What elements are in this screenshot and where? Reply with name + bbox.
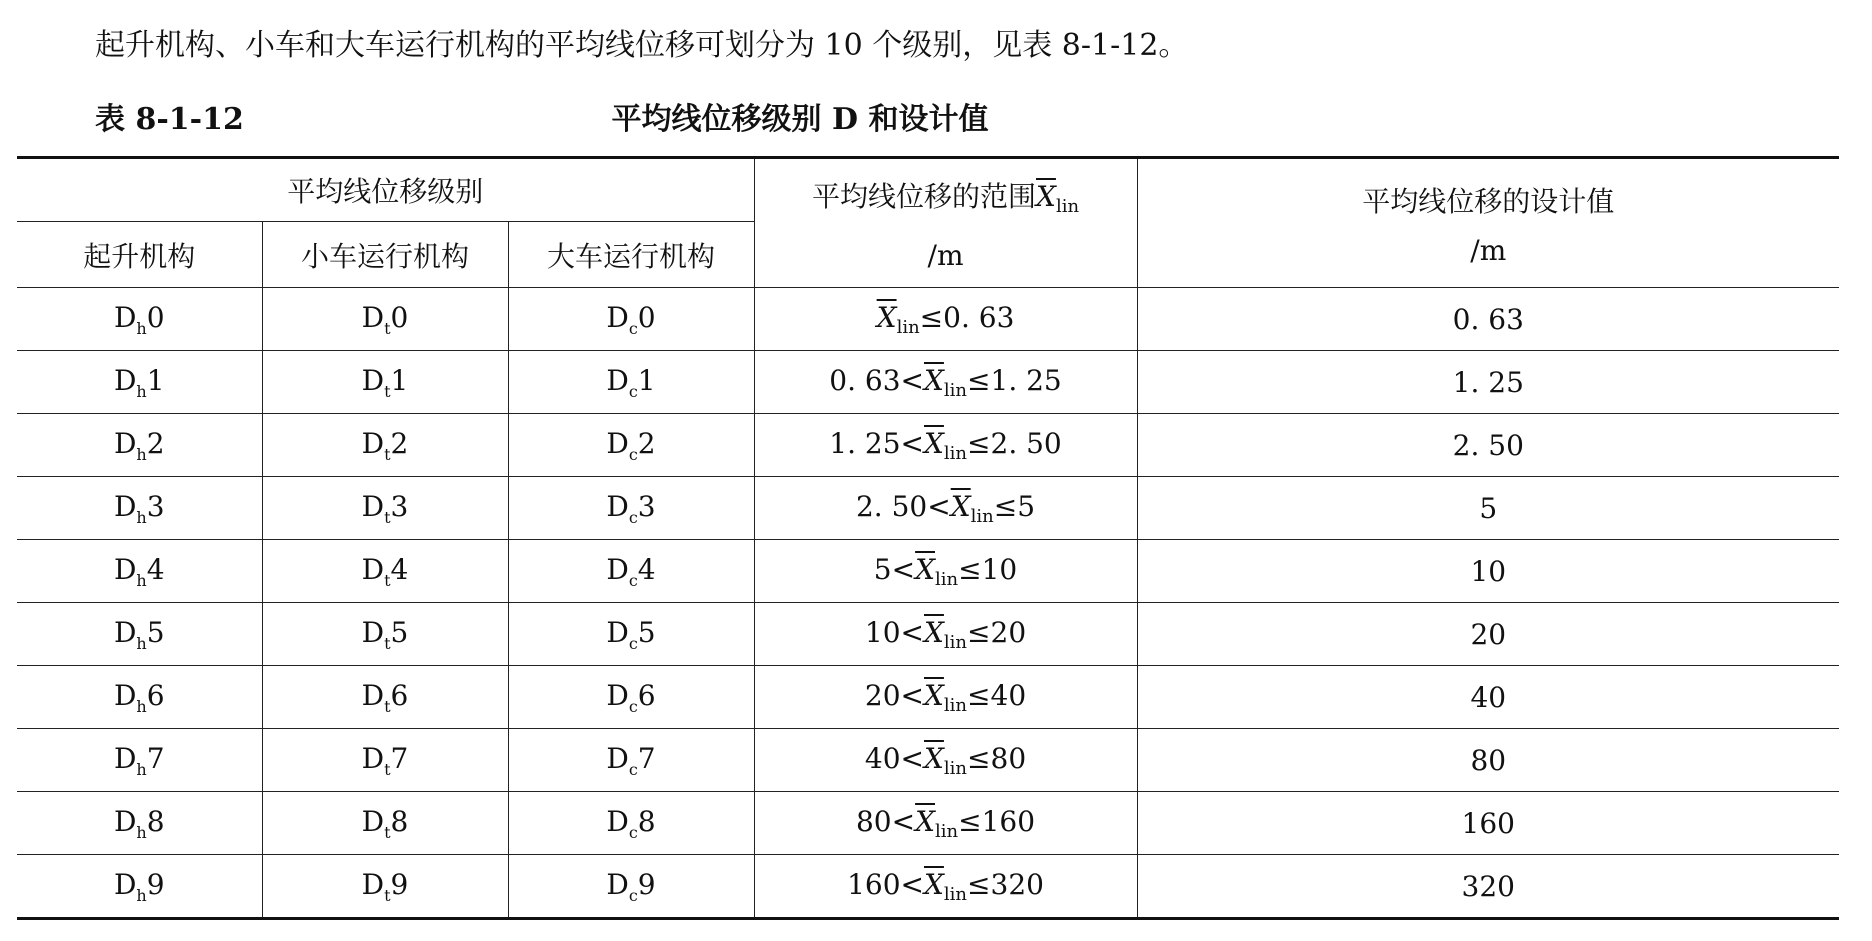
design-value: 2. 50 (1137, 414, 1839, 477)
crane-header: 大车运行机构 (508, 222, 754, 288)
range-cell: 2. $50<\overline{X}_{lin}\le 5$ (754, 477, 1137, 540)
table-row (17, 792, 1839, 855)
trolley-level: $D_t8$ (262, 792, 508, 855)
design-value: 1. 25 (1137, 351, 1839, 414)
hoist-level: $D_h3$ (17, 477, 262, 540)
range-header-symbol: $\overline{X}$ (1036, 179, 1056, 213)
range-header (754, 158, 1137, 288)
table-row (17, 288, 1839, 351)
crane-level: $D_c0$ (508, 288, 754, 351)
design-value: 10 (1137, 540, 1839, 603)
range-cell: $160<\overline{X}_{lin}\le 320$ (754, 855, 1137, 919)
hoist-header: 起升机构 (17, 222, 262, 288)
design-header-label: 平均线位移的设计值 (1362, 184, 1615, 218)
trolley-level: $D_t3$ (262, 477, 508, 540)
hoist-level: $D_h5$ (17, 603, 262, 666)
hoist-level: $D_h4$ (17, 540, 262, 603)
table-row (17, 729, 1839, 792)
trolley-level: $D_t9$ (262, 855, 508, 919)
design-value: 320 (1137, 855, 1839, 919)
range-cell: $20<\overline{X}_{lin}\le 40$ (754, 666, 1137, 729)
hoist-level: $D_h6$ (17, 666, 262, 729)
hoist-level: $D_h9$ (17, 855, 262, 919)
crane-level: $D_c5$ (508, 603, 754, 666)
range-cell: 0. $63<\overline{X}_{lin}\le 1$. 25 (754, 351, 1137, 414)
trolley-level: $D_t6$ (262, 666, 508, 729)
trolley-header: 小车运行机构 (262, 222, 508, 288)
crane-level: $D_c1$ (508, 351, 754, 414)
design-value: 40 (1137, 666, 1839, 729)
crane-level: $D_c4$ (508, 540, 754, 603)
design-value: 20 (1137, 603, 1839, 666)
range-cell: 1. $25<\overline{X}_{lin}\le 2$. 50 (754, 414, 1137, 477)
hoist-level: $D_h8$ (17, 792, 262, 855)
range-cell: $10<\overline{X}_{lin}\le 20$ (754, 603, 1137, 666)
hoist-level: $D_h7$ (17, 729, 262, 792)
trolley-level: $D_t0$ (262, 288, 508, 351)
design-value: 0. 63 (1137, 288, 1839, 351)
trolley-level: $D_t7$ (262, 729, 508, 792)
hoist-level: $D_h2$ (17, 414, 262, 477)
design-value: 160 (1137, 792, 1839, 855)
table-row (17, 540, 1839, 603)
table-row (17, 603, 1839, 666)
crane-level: $D_c2$ (508, 414, 754, 477)
table-caption (95, 92, 1835, 148)
trolley-level: $D_t4$ (262, 540, 508, 603)
displacement-level-table (17, 156, 1839, 920)
crane-level: $D_c9$ (508, 855, 754, 919)
table-row (17, 855, 1839, 919)
group-header: 平均线位移级别 (17, 158, 754, 222)
range-header-unit: /m (927, 238, 964, 272)
hoist-level: $D_h0$ (17, 288, 262, 351)
table-row (17, 414, 1839, 477)
range-header-label: 平均线位移的范围 (811, 179, 1036, 213)
table-number: 表 8-1-12 (95, 102, 244, 137)
hoist-level: $D_h1$ (17, 351, 262, 414)
range-cell: $\overline{X}_{lin}\le 0$. 63 (754, 288, 1137, 351)
trolley-level: $D_t1$ (262, 351, 508, 414)
crane-level: $D_c6$ (508, 666, 754, 729)
range-cell: $5<\overline{X}_{lin}\le 10$ (754, 540, 1137, 603)
design-header (1137, 158, 1839, 288)
crane-level: $D_c3$ (508, 477, 754, 540)
design-value: 80 (1137, 729, 1839, 792)
range-header-symbol-sub: lin (1055, 195, 1080, 217)
design-header-unit: /m (1470, 233, 1507, 267)
table-row (17, 666, 1839, 729)
crane-level: $D_c8$ (508, 792, 754, 855)
table-title: 平均线位移级别 D 和设计值 (611, 102, 989, 137)
table-row (17, 477, 1839, 540)
table-row (17, 351, 1839, 414)
trolley-level: $D_t5$ (262, 603, 508, 666)
range-cell: $80<\overline{X}_{lin}\le 160$ (754, 792, 1137, 855)
trolley-level: $D_t2$ (262, 414, 508, 477)
intro-paragraph: 起升机构、小车和大车运行机构的平均线位移可划分为 10 个级别，见表 8-1-12。 (95, 28, 1189, 63)
design-value: 5 (1137, 477, 1839, 540)
crane-level: $D_c7$ (508, 729, 754, 792)
range-cell: $40<\overline{X}_{lin}\le 80$ (754, 729, 1137, 792)
